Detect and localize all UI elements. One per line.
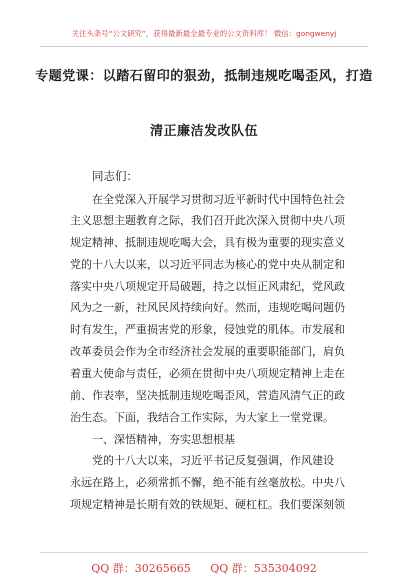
- body-line: 时有发生，严重损害党的形象，侵蚀党的肌体。市发展和: [70, 323, 345, 336]
- greeting: 同志们：: [92, 169, 138, 183]
- body-line: 项规定精神是长期有效的铁规矩、硬杠杠。我们要深刻领: [70, 498, 345, 511]
- document-title-line-1: 专题党课：以踏石留印的狠劲，抵制违规吃喝歪风，打造: [35, 69, 373, 84]
- section-heading: 一、深悟精神，夯实思想根基: [92, 433, 235, 446]
- footer-divider: [40, 552, 368, 553]
- body-line: 落实中央八项规定开局破题，持之以恒正风肃纪，党风政: [70, 280, 345, 293]
- body-line: 治生态。下面，我结合工作实际，为大家上一堂党课。: [70, 411, 334, 424]
- body-line: 党的十八大以来，习近平书记反复强调，作风建设: [92, 454, 334, 467]
- document-title-line-2: 清正廉洁发改队伍: [149, 124, 258, 139]
- body-line: 党的十八大以来，以习近平同志为核心的党中央从制定和: [70, 258, 345, 271]
- body-line: 风为之一新，社风民风持续向好。然而，违规吃喝问题仍: [70, 301, 345, 314]
- header-banner: 关注头条号“公文研究”，获得最新最全最专业的公文资料库！ 微信：gongwenyj: [71, 29, 337, 38]
- body-line: 主义思想主题教育之际，我们召开此次深入贯彻中央八项: [70, 214, 345, 227]
- body-line: 在全党深入开展学习贯彻习近平新时代中国特色社会: [92, 193, 345, 206]
- footer: [0, 560, 408, 576]
- body-line: 前、作表率，坚决抵制违规吃喝歪风，营造风清气正的政: [70, 389, 345, 402]
- body-line: 着重大使命与责任，必须在贯彻中央八项规定精神上走在: [70, 367, 345, 380]
- body-line: 改革委员会作为全市经济社会发展的重要职能部门，肩负: [70, 345, 345, 358]
- footer-qq-group-1: QQ 群：30265665: [91, 562, 191, 575]
- footer-qq-group-2: QQ 群：535304092: [210, 562, 317, 575]
- body-line: 永远在路上，必须常抓不懈，绝不能有丝毫放松。中央八: [70, 476, 345, 489]
- header-divider: [40, 46, 368, 47]
- body-line: 规定精神、抵制违规吃喝大会，具有极为重要的现实意义: [70, 236, 345, 249]
